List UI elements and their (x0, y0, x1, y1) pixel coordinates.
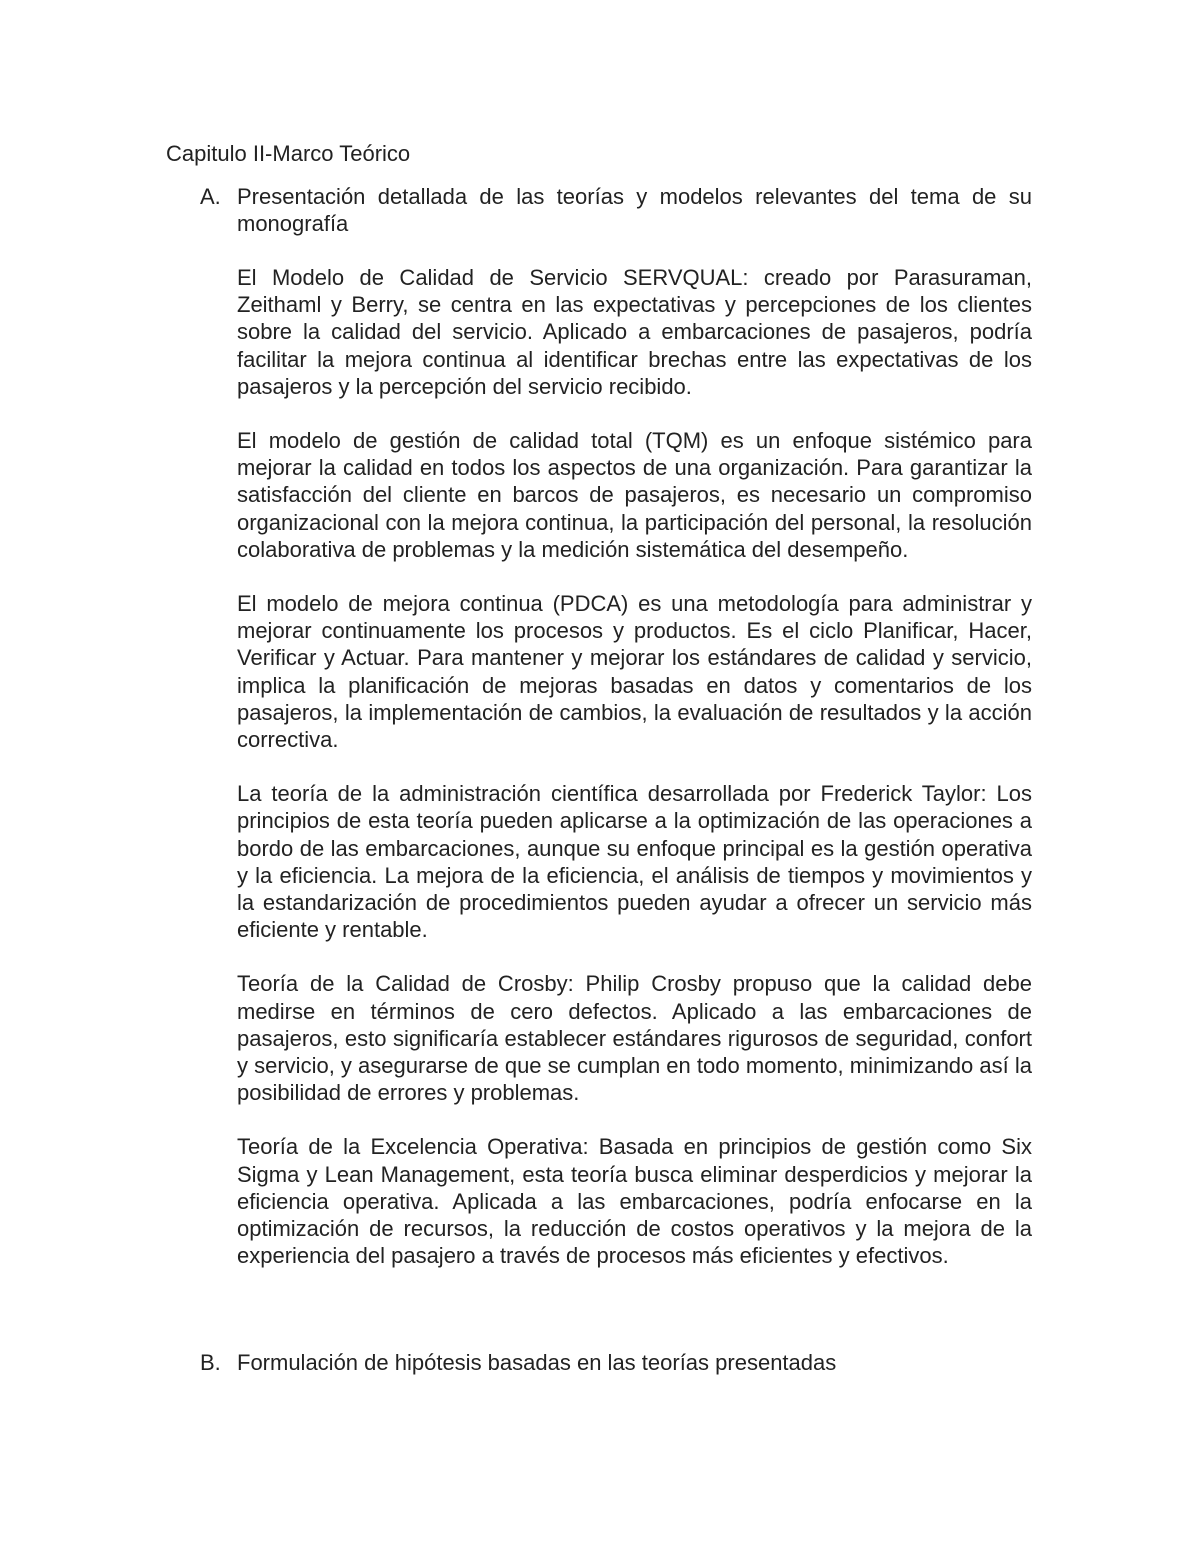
section-body (237, 1349, 1032, 1376)
section-heading: Presentación detallada de las teorías y modelos relevantes del tema de su monografía (237, 184, 1032, 236)
paragraph-crosby: Teoría de la Calidad de Crosby: Philip Crosby propuso que la calidad debe medirse en términos de cero defectos. Aplicado a las embarcaciones de pasajeros, esto significaría establecer estándares rigurosos de seguridad, confort y servicio, y asegurarse de que se cumplan en todo momento, minimizando así la posibilidad de errores y problemas. (237, 971, 1032, 1106)
paragraph-operational-excellence: Teoría de la Excelencia Operativa: Basada en principios de gestión como Six Sigma y Lean Management, esta teoría busca eliminar desperdicios y mejorar la eficiencia operativa. Aplicada a las embarcaciones, podría enfocarse en la optimización de recursos, la reducción de costos operativos y la mejora de la experiencia del pasajero a través de procesos más eficientes y efectivos. (237, 1134, 1032, 1269)
section-marker: B. (200, 1350, 221, 1375)
paragraph-tqm: El modelo de gestión de calidad total (TQM) es un enfoque sistémico para mejorar la calidad en todos los aspectos de una organización. Para garantizar la satisfacción del cliente en barcos de pasajeros, es necesario un compromiso organizacional con la mejora continua, la participación del personal, la resolución colaborativa de problemas y la medición sistemática del desempeño. (237, 428, 1032, 562)
section-marker: A. (200, 184, 221, 209)
section-body (237, 183, 1032, 1270)
chapter-title: Capitulo II-Marco Teórico (166, 141, 411, 166)
paragraph-servqual: El Modelo de Calidad de Servicio SERVQUAL: creado por Parasuraman, Zeithaml y Berry, se centra en las expectativas y percepciones de los clientes sobre la calidad del servicio. Aplicado a embarcaciones de pasajeros, podría facilitar la mejora continua al identificar brechas entre las expectativas de los pasajeros y la percepción del servicio recibido. (237, 265, 1032, 399)
section-heading: Formulación de hipótesis basadas en las teorías presentadas (237, 1350, 837, 1375)
paragraph-pdca: El modelo de mejora continua (PDCA) es una metodología para administrar y mejorar continuamente los procesos y productos. Es el ciclo Planificar, Hacer, Verificar y Actuar. Para mantener y mejorar los estándares de calidad y servicio, implica la planificación de mejoras basadas en datos y comentarios de los pasajeros, la implementación de cambios, la evaluación de resultados y la acción correctiva. (237, 591, 1032, 753)
paragraph-taylor: La teoría de la administración científica desarrollada por Frederick Taylor: Los principios de esta teoría pueden aplicarse a la optimización de las operaciones a bordo de las embarcaciones, aunque su enfoque principal es la gestión operativa y la eficiencia. La mejora de la eficiencia, el análisis de tiempos y movimientos y la estandarización de procedimientos pueden ayudar a ofrecer un servicio más eficiente y rentable. (237, 781, 1032, 943)
